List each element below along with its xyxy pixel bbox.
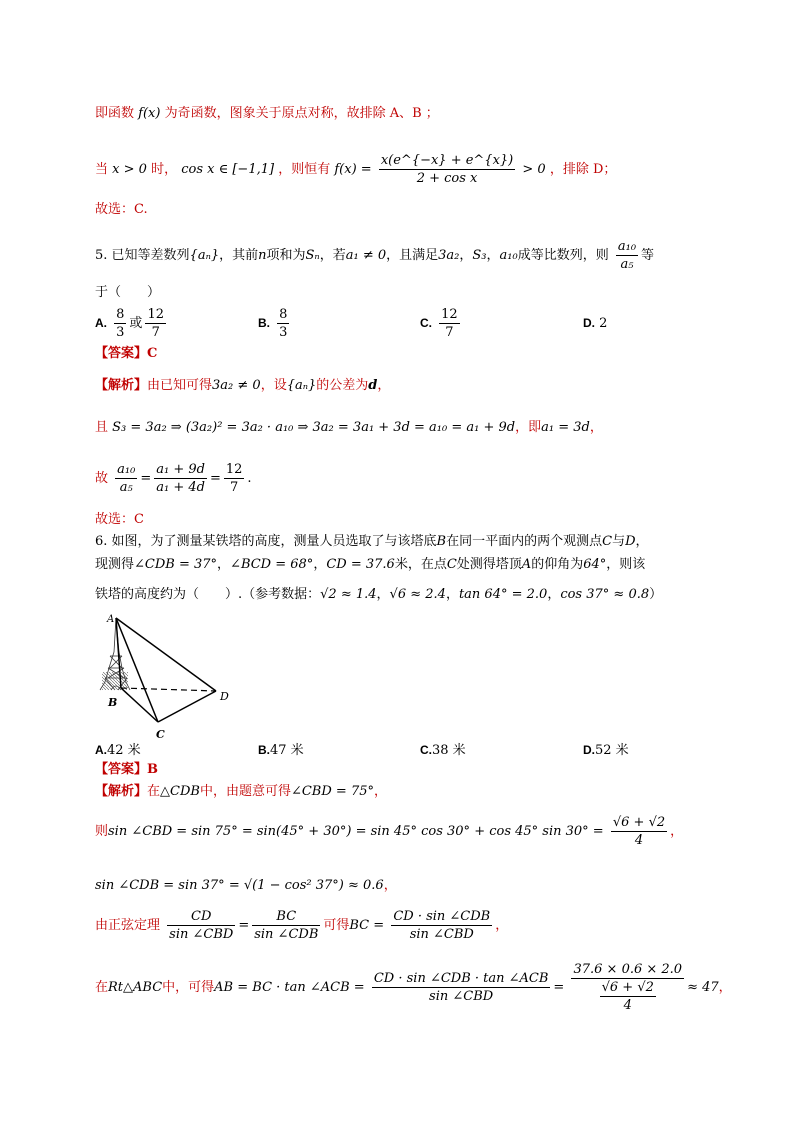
q5-option-c[interactable]: C. $\frac{12}{7}$: [420, 307, 458, 340]
q6-analysis-line-2: 则sin ∠CBD = sin 75° = sin(45° + 30°) = sin 45° cos 30° + cos 45° sin 30° = $\frac{√6 + √2}{4}$ ，: [95, 815, 684, 848]
q6-stem-line-1: 6. 如图，为了测量某铁塔的高度，测量人员选取了与该塔底B在同一平面内的两个观测点C与D，: [95, 534, 649, 549]
label-A: A: [107, 614, 115, 625]
q6-stem-line-2: 现测得∠CDB = 37°，∠BCD = 68°，CD = 37.6米，在点C处测得塔顶A的仰角为64°，则该: [95, 557, 646, 572]
q6-option-d[interactable]: D.52 米: [583, 743, 629, 758]
prev-line-1: 即函数 f(x) 为奇函数，图象关于原点对称，故排除 A、B ；: [95, 106, 439, 121]
q6-analysis-line-1: 【解析】在△CDB中，由题意可得∠CBD = 75°，: [95, 784, 387, 799]
q5-choose: 故选：C: [95, 512, 144, 527]
label-D: D: [220, 690, 229, 703]
label-C: C: [156, 728, 165, 741]
q5-stem-line-1: 5. 已知等差数列{aₙ}，其前n项和为Sₙ，若a₁ ≠ 0，且满足3a₂，S₃，a₁₀成等比数列，则 $\frac{\text{a₁₀}}{\text{a₅}}$ 等: [95, 239, 655, 272]
edge-BD: [121, 688, 216, 691]
q6-option-a[interactable]: A.42 米: [95, 743, 141, 758]
q5-option-b[interactable]: B. $\frac{8}{3}$: [258, 307, 288, 340]
edge-CD: [158, 691, 216, 722]
q5-analysis-line-2: 且 S₃ = 3a₂ ⇒ (3a₂)² = 3a₂ · a₁₀ ⇒ 3a₂ = 3a₁ + 3d = a₁₀ = a₁ + 9d，即a₁ = 3d，: [95, 420, 603, 435]
q6-analysis-line-4: 由正弦定理 $\frac{CD}{\text{sin ∠CBD}}$ = $\frac{BC}{\text{sin ∠CDB}}$ 可得BC = $\frac{\text{CD · sin ∠CDB}}{\text{sin ∠CBD}}$ ，: [95, 909, 509, 942]
prev-choose: 故选：C.: [95, 202, 148, 217]
eiffel-tower-icon: [100, 618, 130, 690]
q6-option-b[interactable]: B.47 米: [258, 743, 304, 758]
q6-answer: 【答案】B: [95, 762, 159, 777]
q5-option-d[interactable]: D. 2: [583, 316, 608, 331]
prev-fraction: $\frac{x(e\^{}\{-x\} + e\^{}\{x\})}{\text{2 + cos x}}$: [380, 153, 514, 186]
edge-BC: [121, 688, 158, 722]
q6-analysis-line-5: 在Rt△ABC中，可得AB = BC · tan ∠ACB = $\frac{\text{CD · sin ∠CDB · tan ∠ACB}}{\text{sin ∠CBD}}$ = $\frac{37.6 \times 0.6 \times 2.0}{\frac{√6 + √2}{4}}$ ≈ 47，: [95, 962, 732, 1013]
q5-stem-line-2: 于（ ）: [95, 285, 161, 300]
q5-analysis-line-3: 故 $\frac{\text{a₁₀}}{\text{a₅}}$ = $\frac{\text{a₁ + 9d}}{\text{a₁ + 4d}}$ = $\frac{12}{7}$ .: [95, 462, 252, 495]
q5-option-a[interactable]: A. $\frac{8}{3}$ 或 $\frac{12}{7}$: [95, 307, 164, 340]
q5-analysis-line-1: 【解析】由已知可得3a₂ ≠ 0，设{aₙ}的公差为d，: [95, 378, 391, 393]
q5-answer: 【答案】C: [95, 346, 158, 361]
q6-analysis-line-3: sin ∠CDB = sin 37° = √(1 − cos² 37°) ≈ 0.6，: [95, 878, 397, 893]
q6-option-c[interactable]: C.38 米: [420, 743, 466, 758]
q6-stem-line-3: 铁塔的高度约为（ ）.（参考数据：√2 ≈ 1.4，√6 ≈ 2.4，tan 64° = 2.0，cos 37° ≈ 0.8）: [95, 587, 663, 602]
tower-figure: [88, 612, 248, 742]
label-B: B: [108, 696, 118, 709]
prev-line-2: 当 x > 0 时， cos x ∈ [−1,1] ，则恒有 f(x) = $\frac{x(e\^{}\{-x\} + e\^{}\{x\})}{\text{2 + cos x}}$ > 0 ，排除 D；: [95, 153, 617, 186]
q5-ratio-fraction: $\frac{\text{a₁₀}}{\text{a₅}}$: [617, 239, 637, 272]
